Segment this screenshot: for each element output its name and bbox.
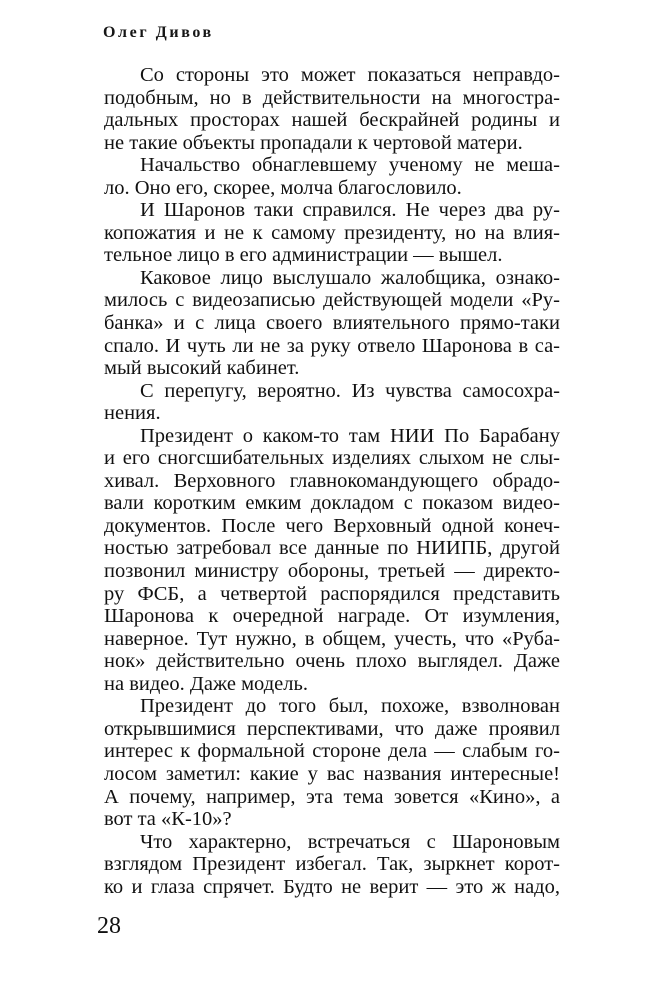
text-line: А почему, например, эта тема зовется «Кино», а: [104, 785, 560, 808]
text-line: Каковое лицо выслушало жалобщика, ознако-: [140, 266, 560, 289]
text-line: и его сногсшибательных изделиях слыхом не слы-: [104, 447, 560, 470]
text-line: интерес к формальной стороне дела — слабым го-: [104, 740, 560, 763]
running-head-author: Олег Дивов: [103, 24, 214, 41]
text-line: тельное лицо в его администрации — вышел.: [104, 244, 503, 267]
body-text: [104, 64, 560, 898]
text-line: милось с видеозаписью действующей модели «Ру-: [104, 289, 560, 312]
text-line: спало. И чуть ли не за руку отвело Шаронова в са-: [104, 334, 560, 357]
text-line: Президент о каком-то там НИИ По Барабану: [140, 424, 560, 447]
text-line: лосом заметил: какие у вас названия интересные!: [104, 762, 560, 785]
text-line: банка» и с лица своего влиятельного прямо-таки: [104, 312, 560, 335]
text-line: копожатия и не к самому президенту, но на влия-: [104, 221, 560, 244]
text-line: нок» действительно очень плохо выглядел. Даже: [104, 650, 560, 673]
text-line: ко и глаза спрячет. Будто не верит — это ж надо,: [104, 875, 560, 898]
text-line: вали коротким емким докладом с показом видео-: [104, 492, 560, 515]
text-line: ру ФСБ, а четвертой распорядился представить: [104, 582, 560, 605]
text-line: С перепугу, вероятно. Из чувства самосохра-: [140, 379, 560, 402]
text-line: Со стороны это может показаться неправдо-: [140, 64, 560, 86]
text-line: позвонил министру обороны, третьей — директо-: [104, 560, 560, 583]
text-line: не такие объекты пропадали к чертовой матери.: [104, 131, 523, 154]
text-line: нения.: [104, 402, 161, 425]
text-line: открывшимися перспективами, что даже проявил: [104, 717, 560, 740]
page-number: 28: [97, 913, 121, 939]
text-line: Что характерно, встречаться с Шароновым: [140, 830, 560, 853]
text-line: Начальство обнаглевшему ученому не меша-: [140, 154, 560, 177]
text-line: наверное. Тут нужно, в общем, учесть, что «Руба-: [104, 627, 560, 650]
text-line: на видео. Даже модель.: [104, 672, 308, 695]
text-line: дальных просторах нашей бескрайней родины и: [104, 109, 560, 132]
text-line: хивал. Верховного главнокомандующего обрадо-: [104, 469, 560, 492]
text-line: мый высокий кабинет.: [104, 357, 300, 380]
text-line: ло. Оно его, скорее, молча благословило.: [104, 176, 462, 199]
text-line: Шаронова к очередной награде. От изумления,: [104, 605, 560, 628]
text-line: подобным, но в действительности на многостра-: [104, 86, 560, 109]
text-line: вот та «К-10»?: [104, 808, 232, 831]
text-line: ностью затребовал все данные по НИИПБ, другой: [104, 537, 560, 560]
text-line: документов. После чего Верховный одной конеч-: [104, 514, 560, 537]
text-line: Президент до того был, похоже, взволнован: [140, 695, 560, 718]
text-line: И Шаронов таки справился. Не через два ру-: [140, 199, 560, 222]
text-line: взглядом Президент избегал. Так, зыркнет корот-: [104, 853, 560, 876]
